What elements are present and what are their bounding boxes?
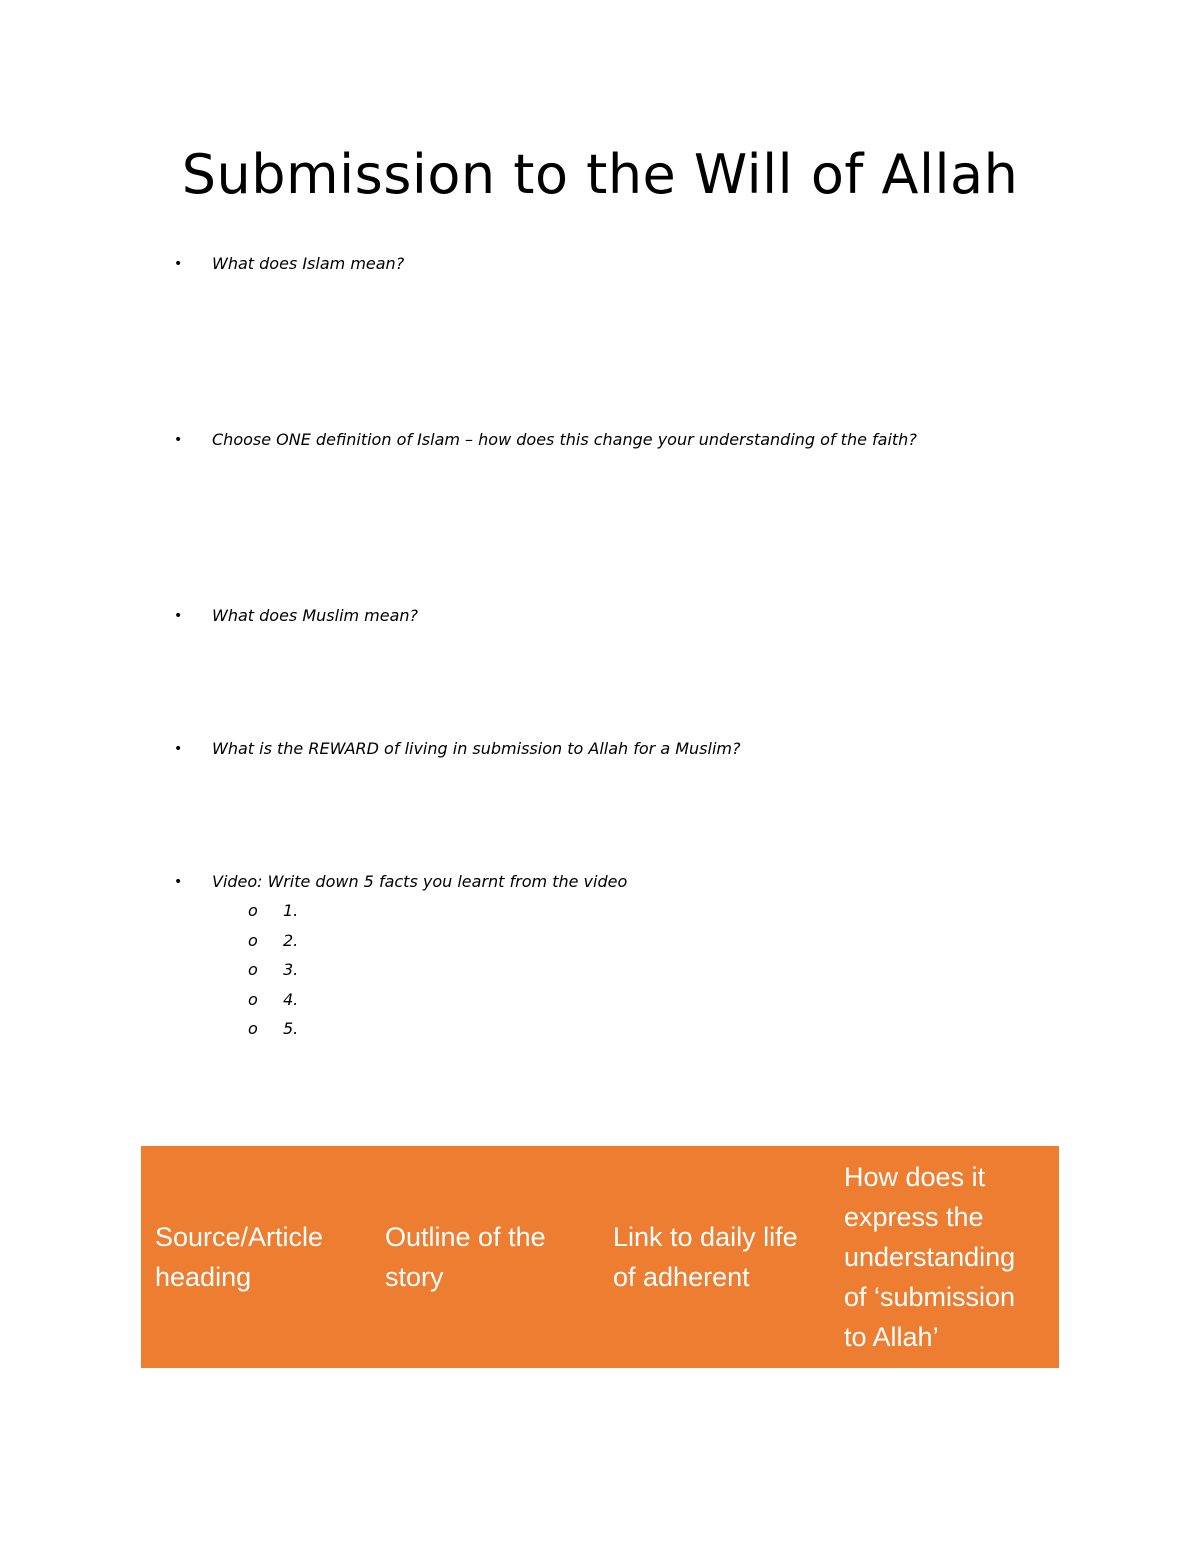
header-submission-understanding: How does it express the understanding of ‘submission to Allah’ (844, 1162, 1016, 1352)
fact-number: 2. (283, 931, 299, 950)
circle-bullet-icon: o (248, 1019, 258, 1038)
bullet-icon: • (174, 608, 183, 624)
bullet-icon: • (174, 432, 183, 448)
fact-number: 5. (283, 1019, 299, 1038)
header-outline-story: Outline of the story (385, 1222, 546, 1292)
source-analysis-table (141, 1146, 1059, 1368)
bullet-icon: • (174, 874, 183, 890)
bullet-icon: • (174, 256, 183, 272)
question-text: Choose ONE definition of Islam – how does this change your understanding of the faith? (212, 430, 917, 449)
circle-bullet-icon: o (248, 901, 258, 920)
question-text: What does Muslim mean? (212, 606, 419, 625)
header-link-daily-life: Link to daily life of adherent (613, 1222, 798, 1292)
fact-number: 3. (283, 960, 299, 979)
question-text: Video: Write down 5 facts you learnt from the video (212, 872, 628, 891)
circle-bullet-icon: o (248, 931, 258, 950)
circle-bullet-icon: o (248, 990, 258, 1009)
header-source-article: Source/Article heading (155, 1222, 324, 1292)
page-title: Submission to the Will of Allah (181, 143, 1019, 206)
fact-number: 4. (283, 990, 299, 1009)
table-header-row (141, 1146, 1059, 1368)
question-text: What does Islam mean? (212, 254, 405, 273)
fact-number: 1. (283, 901, 299, 920)
question-text: What is the REWARD of living in submission to Allah for a Muslim? (212, 739, 741, 758)
bullet-icon: • (174, 741, 183, 757)
circle-bullet-icon: o (248, 960, 258, 979)
